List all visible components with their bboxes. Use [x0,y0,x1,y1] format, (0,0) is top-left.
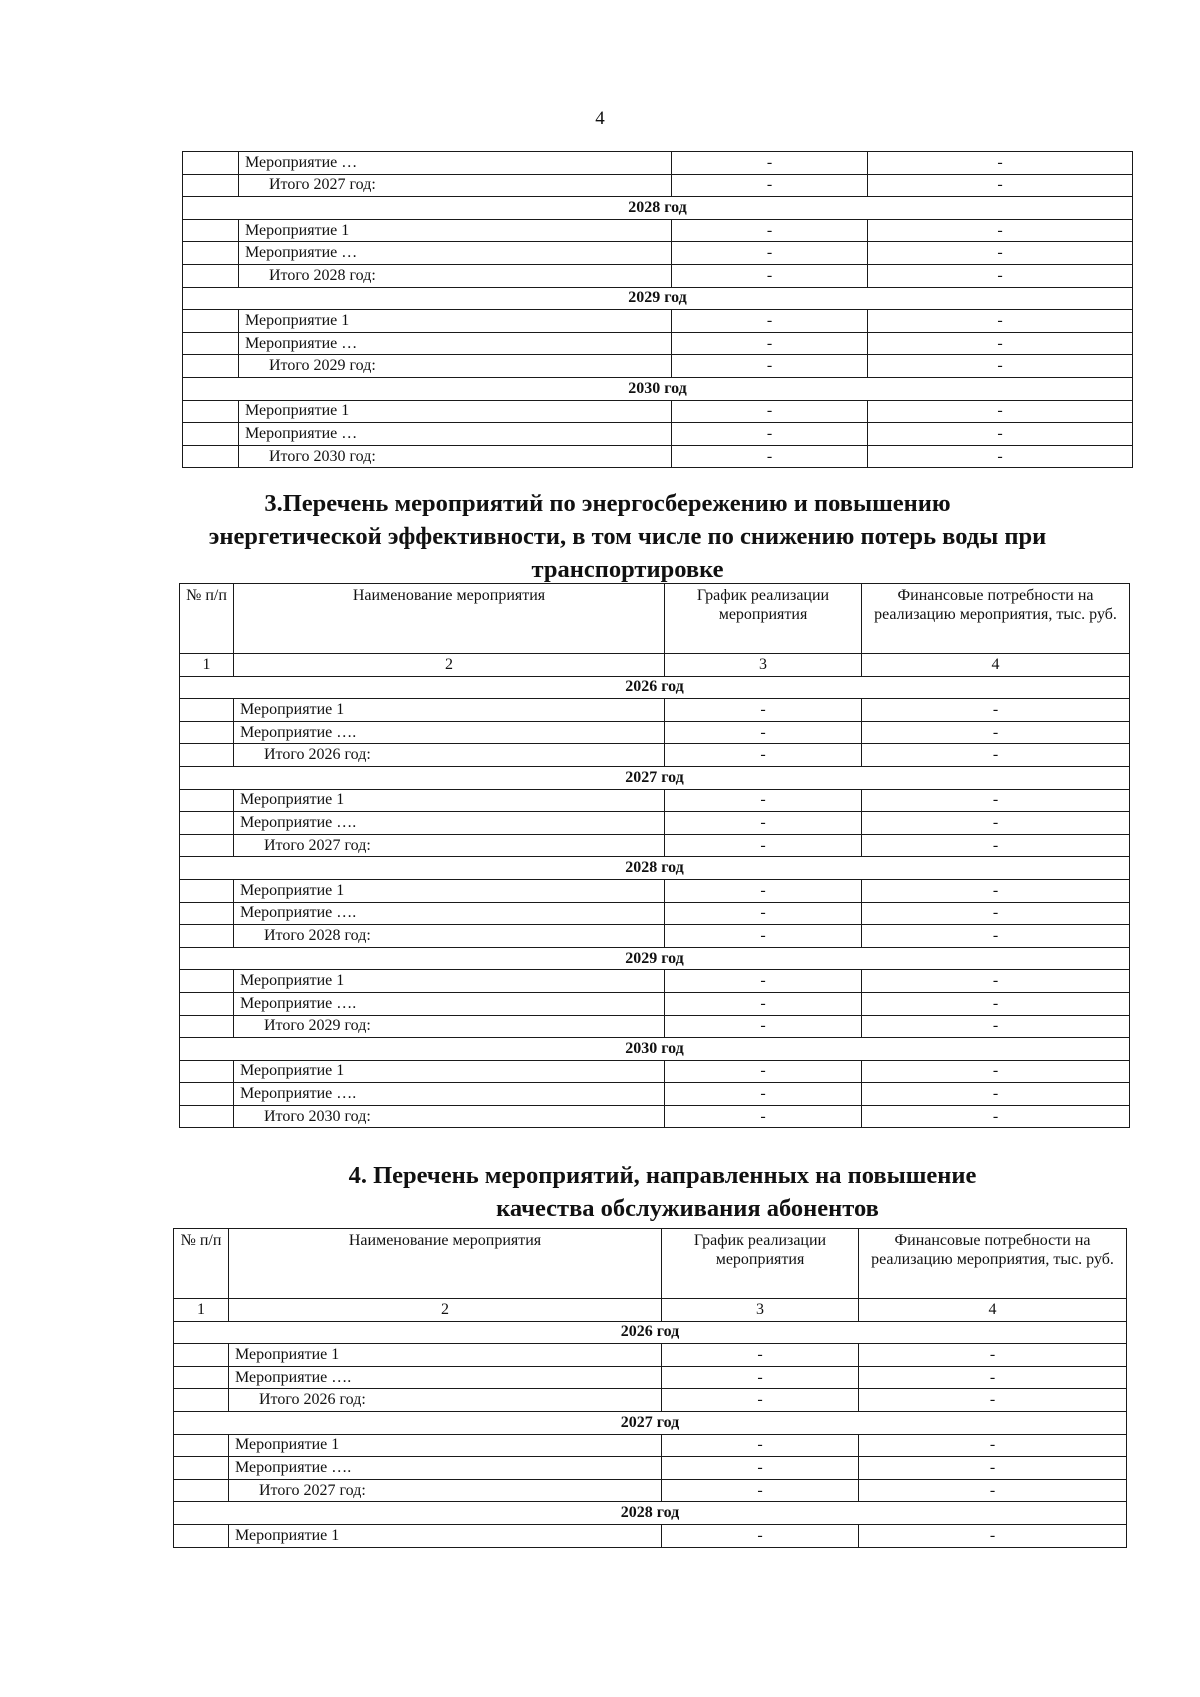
total-label: Итого 2026 год: [234,744,665,767]
row-number-cell [180,879,234,902]
table-row [180,902,1130,925]
year-label: 2028 год [174,1502,1127,1525]
table-row [174,1524,1127,1547]
row-number-cell [174,1389,229,1412]
activity-name: Мероприятие …. [234,992,665,1015]
row-number-cell [180,1083,234,1106]
finance-cell: - [868,332,1133,355]
year-label: 2030 год [180,1038,1130,1061]
schedule-cell: - [665,699,862,722]
activity-name: Мероприятие 1 [234,1060,665,1083]
section-4-title [0,1159,1200,1225]
schedule-cell: - [672,219,868,242]
activity-name: Мероприятие 1 [239,219,672,242]
row-number-cell [174,1366,229,1389]
year-row [174,1411,1127,1434]
total-row [180,925,1130,948]
schedule-cell: - [665,1060,862,1083]
row-number-cell [174,1344,229,1367]
schedule-cell: - [672,174,868,197]
row-number-cell [174,1524,229,1547]
finance-cell: - [862,992,1130,1015]
schedule-cell: - [665,812,862,835]
section-3-title-line-3: транспортировке [531,556,724,583]
row-number-cell [183,264,239,287]
finance-cell: - [868,445,1133,468]
table-row [180,970,1130,993]
table-row [180,812,1130,835]
finance-cell: - [862,699,1130,722]
finance-cell: - [868,310,1133,333]
schedule-cell: - [662,1479,859,1502]
total-label: Итого 2029 год: [234,1015,665,1038]
schedule-cell: - [672,445,868,468]
finance-cell: - [868,242,1133,265]
table-row [183,400,1133,423]
activity-name: Мероприятие …. [234,721,665,744]
total-row [180,1015,1130,1038]
continuation-table [182,151,1133,468]
row-number-cell [183,310,239,333]
column-number: 3 [665,654,862,677]
column-number: 3 [662,1299,859,1322]
row-number-cell [180,834,234,857]
schedule-cell: - [662,1524,859,1547]
finance-cell: - [862,1060,1130,1083]
table-header-row [180,584,1130,654]
year-label: 2030 год [183,377,1133,400]
column-number: 1 [180,654,234,677]
total-label: Итого 2029 год: [239,355,672,378]
year-label: 2026 год [174,1321,1127,1344]
table-row [180,1060,1130,1083]
total-row [174,1479,1127,1502]
total-row [180,1105,1130,1128]
activity-name: Мероприятие …. [234,1083,665,1106]
header-schedule: График реализации мероприятия [662,1229,859,1299]
column-number: 4 [859,1299,1127,1322]
year-label: 2029 год [183,287,1133,310]
total-label: Итого 2030 год: [239,445,672,468]
finance-cell: - [868,423,1133,446]
table-row [180,992,1130,1015]
table-row [174,1457,1127,1480]
total-label: Итого 2026 год: [229,1389,662,1412]
year-row [180,676,1130,699]
table-row [180,879,1130,902]
total-label: Итого 2027 год: [234,834,665,857]
activity-name: Мероприятие … [239,152,672,175]
activity-name: Мероприятие … [239,423,672,446]
row-number-cell [180,1015,234,1038]
row-number-cell [180,902,234,925]
table-row [183,152,1133,175]
schedule-cell: - [665,992,862,1015]
finance-cell: - [868,264,1133,287]
row-number-cell [174,1434,229,1457]
header-name: Наименование мероприятия [229,1229,662,1299]
column-number: 2 [229,1299,662,1322]
table-row [180,721,1130,744]
activity-name: Мероприятие 1 [239,310,672,333]
row-number-cell [180,699,234,722]
schedule-cell: - [672,242,868,265]
year-row [183,197,1133,220]
schedule-cell: - [665,1105,862,1128]
activity-name: Мероприятие 1 [234,879,665,902]
year-row [180,1038,1130,1061]
year-label: 2028 год [183,197,1133,220]
header-num: № п/п [174,1229,229,1299]
year-row [180,947,1130,970]
total-row [180,744,1130,767]
finance-cell: - [868,219,1133,242]
activity-name: Мероприятие …. [234,812,665,835]
row-number-cell [180,1105,234,1128]
row-number-cell [183,445,239,468]
year-label: 2028 год [180,857,1130,880]
activity-name: Мероприятие …. [234,902,665,925]
activity-name: Мероприятие 1 [234,970,665,993]
total-label: Итого 2027 год: [239,174,672,197]
activity-name: Мероприятие 1 [239,400,672,423]
schedule-cell: - [672,264,868,287]
row-number-cell [183,332,239,355]
schedule-cell: - [662,1457,859,1480]
finance-cell: - [862,721,1130,744]
row-number-cell [180,1060,234,1083]
table-row [180,789,1130,812]
year-row [180,766,1130,789]
schedule-cell: - [665,925,862,948]
schedule-cell: - [672,332,868,355]
total-label: Итого 2028 год: [234,925,665,948]
table-row [183,242,1133,265]
schedule-cell: - [672,310,868,333]
row-number-cell [183,423,239,446]
table-header-row [174,1229,1127,1299]
header-schedule: График реализации мероприятия [665,584,862,654]
finance-cell: - [862,812,1130,835]
section-4-title-line-1: 4. Перечень мероприятий, направленных на повышение [348,1162,977,1189]
activity-name: Мероприятие 1 [234,699,665,722]
finance-cell: - [862,834,1130,857]
schedule-cell: - [665,879,862,902]
header-finance: Финансовые потребности на реализацию мероприятия, тыс. руб. [859,1229,1127,1299]
table-row [174,1366,1127,1389]
year-row [174,1321,1127,1344]
activity-name: Мероприятие 1 [229,1524,662,1547]
finance-cell: - [859,1366,1127,1389]
schedule-cell: - [662,1344,859,1367]
row-number-cell [180,925,234,948]
row-number-cell [183,152,239,175]
year-row [183,287,1133,310]
schedule-cell: - [665,789,862,812]
row-number-cell [183,174,239,197]
activity-name: Мероприятие …. [229,1366,662,1389]
section-3-table [179,583,1130,1128]
schedule-cell: - [665,744,862,767]
column-number: 2 [234,654,665,677]
row-number-cell [183,355,239,378]
schedule-cell: - [665,721,862,744]
year-label: 2026 год [180,676,1130,699]
table-row [183,219,1133,242]
total-label: Итого 2027 год: [229,1479,662,1502]
activity-name: Мероприятие 1 [229,1344,662,1367]
row-number-cell [183,400,239,423]
finance-cell: - [859,1344,1127,1367]
finance-cell: - [862,1105,1130,1128]
year-label: 2029 год [180,947,1130,970]
schedule-cell: - [672,355,868,378]
activity-name: Мероприятие … [239,332,672,355]
activity-name: Мероприятие 1 [229,1434,662,1457]
finance-cell: - [862,902,1130,925]
total-row [183,445,1133,468]
activity-name: Мероприятие … [239,242,672,265]
total-label: Итого 2028 год: [239,264,672,287]
section-3-title-line-1: 3.Перечень мероприятий по энергосбережению и повышению [264,490,951,517]
schedule-cell: - [672,152,868,175]
schedule-cell: - [662,1389,859,1412]
section-4-title-line-2: качества обслуживания абонентов [496,1195,879,1222]
column-number: 1 [174,1299,229,1322]
header-name: Наименование мероприятия [234,584,665,654]
row-number-cell [180,812,234,835]
finance-cell: - [862,1083,1130,1106]
page-number: 4 [595,108,605,129]
table-row [174,1344,1127,1367]
finance-cell: - [859,1389,1127,1412]
row-number-cell [174,1457,229,1480]
section-3-title [0,487,1200,586]
schedule-cell: - [665,902,862,925]
finance-cell: - [862,925,1130,948]
finance-cell: - [868,400,1133,423]
row-number-cell [180,789,234,812]
total-label: Итого 2030 год: [234,1105,665,1128]
finance-cell: - [862,744,1130,767]
schedule-cell: - [665,834,862,857]
year-label: 2027 год [174,1411,1127,1434]
column-number: 4 [862,654,1130,677]
activity-name: Мероприятие 1 [234,789,665,812]
header-finance: Финансовые потребности на реализацию мероприятия, тыс. руб. [862,584,1130,654]
schedule-cell: - [665,970,862,993]
table-row [180,1083,1130,1106]
activity-name: Мероприятие …. [229,1457,662,1480]
header-num: № п/п [180,584,234,654]
finance-cell: - [868,152,1133,175]
schedule-cell: - [665,1015,862,1038]
row-number-cell [183,242,239,265]
total-row [183,174,1133,197]
table-row [183,332,1133,355]
table-row [183,310,1133,333]
column-number-row [174,1299,1127,1322]
schedule-cell: - [662,1366,859,1389]
finance-cell: - [862,879,1130,902]
section-4-table [173,1228,1127,1548]
finance-cell: - [859,1434,1127,1457]
year-label: 2027 год [180,766,1130,789]
finance-cell: - [868,355,1133,378]
schedule-cell: - [672,423,868,446]
section-3-title-line-2: энергетической эффективности, в том числе по снижению потерь воды при [208,523,1047,550]
column-number-row [180,654,1130,677]
finance-cell: - [862,970,1130,993]
finance-cell: - [859,1479,1127,1502]
schedule-cell: - [672,400,868,423]
table-row [180,699,1130,722]
row-number-cell [180,970,234,993]
total-row [183,355,1133,378]
finance-cell: - [859,1524,1127,1547]
year-row [183,377,1133,400]
row-number-cell [174,1479,229,1502]
row-number-cell [180,992,234,1015]
finance-cell: - [859,1457,1127,1480]
row-number-cell [183,219,239,242]
total-row [180,834,1130,857]
finance-cell: - [862,789,1130,812]
finance-cell: - [868,174,1133,197]
schedule-cell: - [662,1434,859,1457]
total-row [174,1389,1127,1412]
finance-cell: - [862,1015,1130,1038]
table-row [174,1434,1127,1457]
table-row [183,423,1133,446]
year-row [180,857,1130,880]
row-number-cell [180,744,234,767]
year-row [174,1502,1127,1525]
total-row [183,264,1133,287]
row-number-cell [180,721,234,744]
schedule-cell: - [665,1083,862,1106]
